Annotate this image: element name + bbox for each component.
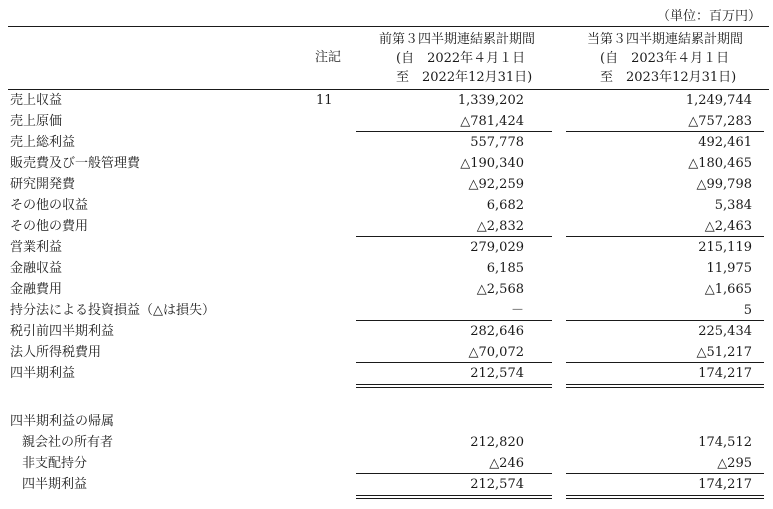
header-prev-from: (自 2022年４月１日 [396, 51, 526, 66]
row-curr-value: 174,217 [698, 366, 752, 381]
row-label: 金融費用 [10, 282, 63, 297]
header-curr-title: 当第３四半期連結累計期間 [586, 32, 743, 47]
row-prev-value: △2,568 [476, 282, 524, 297]
row-curr-value: 5,384 [714, 198, 752, 213]
row-curr-value: 492,461 [698, 135, 752, 150]
row-prev-value: 282,646 [470, 324, 524, 339]
row-prev-value: 212,574 [470, 366, 524, 381]
header-prev-title: 前第３四半期連結累計期間 [378, 32, 535, 47]
table-row [0, 195, 773, 216]
row-prev-value: △70,072 [468, 345, 524, 360]
row-note: 11 [316, 93, 333, 108]
unit-label: （単位：百万円） [656, 9, 761, 24]
row-label: 研究開発費 [10, 177, 76, 192]
row-curr-value: △2,463 [704, 219, 752, 234]
table-row [0, 342, 773, 363]
attribution-heading-row [0, 411, 773, 432]
row-prev-value: 212,574 [470, 477, 524, 492]
table-row [0, 216, 773, 237]
total-double-rule [566, 384, 764, 385]
row-curr-value: △1,665 [704, 282, 752, 297]
row-prev-value: △2,832 [476, 219, 524, 234]
header-prev-to: 至 2022年12月31日) [396, 70, 533, 85]
table-row [0, 174, 773, 195]
row-label: 非支配持分 [22, 456, 88, 471]
header-prev-period [362, 30, 552, 87]
total-double-rule [566, 495, 764, 496]
row-label: 税引前四半期利益 [10, 324, 115, 339]
row-label: 四半期利益 [10, 366, 76, 381]
row-curr-value: 215,119 [698, 240, 752, 255]
row-label: 親会社の所有者 [22, 435, 114, 450]
header-curr-from: (自 2023年４月１日 [600, 51, 730, 66]
row-prev-value: △92,259 [468, 177, 524, 192]
row-prev-value: △246 [489, 456, 524, 471]
row-curr-value: △295 [717, 456, 752, 471]
table-row [0, 153, 773, 174]
total-double-rule [356, 495, 552, 496]
row-label: その他の費用 [10, 219, 89, 234]
table-row [0, 453, 773, 474]
table-row [0, 363, 773, 384]
row-curr-value: 174,217 [698, 477, 752, 492]
table-row [0, 321, 773, 342]
row-label: 金融収益 [10, 261, 63, 276]
table-row [0, 132, 773, 153]
row-curr-value: △99,798 [696, 177, 752, 192]
row-label: 売上原価 [10, 114, 63, 129]
table-row [0, 279, 773, 300]
table-row [0, 237, 773, 258]
table-row [0, 111, 773, 132]
table-row [0, 258, 773, 279]
row-prev-value: 557,778 [470, 135, 524, 150]
row-prev-value: － [510, 303, 524, 318]
table-row [0, 432, 773, 453]
row-prev-value: 1,339,202 [457, 93, 524, 108]
row-prev-value: △781,424 [460, 114, 524, 129]
header-top-rule [8, 26, 769, 27]
row-curr-value: 1,249,744 [685, 93, 752, 108]
row-curr-value: △757,283 [688, 114, 752, 129]
row-curr-value: 5 [743, 303, 752, 318]
row-label: 四半期利益 [22, 477, 88, 492]
table-row [0, 90, 773, 111]
row-curr-value: 225,434 [698, 324, 752, 339]
row-prev-value: 279,029 [470, 240, 524, 255]
header-curr-to: 至 2023年12月31日) [600, 70, 737, 85]
row-prev-value: 212,820 [470, 435, 524, 450]
row-curr-value: △180,465 [688, 156, 752, 171]
row-label: 売上総利益 [10, 135, 76, 150]
header-note: 注記 [314, 50, 341, 65]
row-label: 持分法による投資損益（△は損失） [10, 303, 215, 318]
row-label: 売上収益 [10, 93, 63, 108]
row-label: 営業利益 [10, 240, 63, 255]
row-label: 販売費及び一般管理費 [10, 156, 141, 171]
table-row [0, 300, 773, 321]
row-curr-value: △51,217 [696, 345, 752, 360]
header-curr-period [566, 30, 764, 87]
row-prev-value: 6,682 [486, 198, 524, 213]
row-label: 法人所得税費用 [10, 345, 102, 360]
row-curr-value: 174,512 [698, 435, 752, 450]
row-prev-value: △190,340 [460, 156, 524, 171]
row-curr-value: 11,975 [706, 261, 752, 276]
attribution-heading: 四半期利益の帰属 [10, 414, 115, 429]
table-row [0, 474, 773, 495]
total-double-rule [356, 384, 552, 385]
row-label: その他の収益 [10, 198, 89, 213]
row-prev-value: 6,185 [486, 261, 524, 276]
